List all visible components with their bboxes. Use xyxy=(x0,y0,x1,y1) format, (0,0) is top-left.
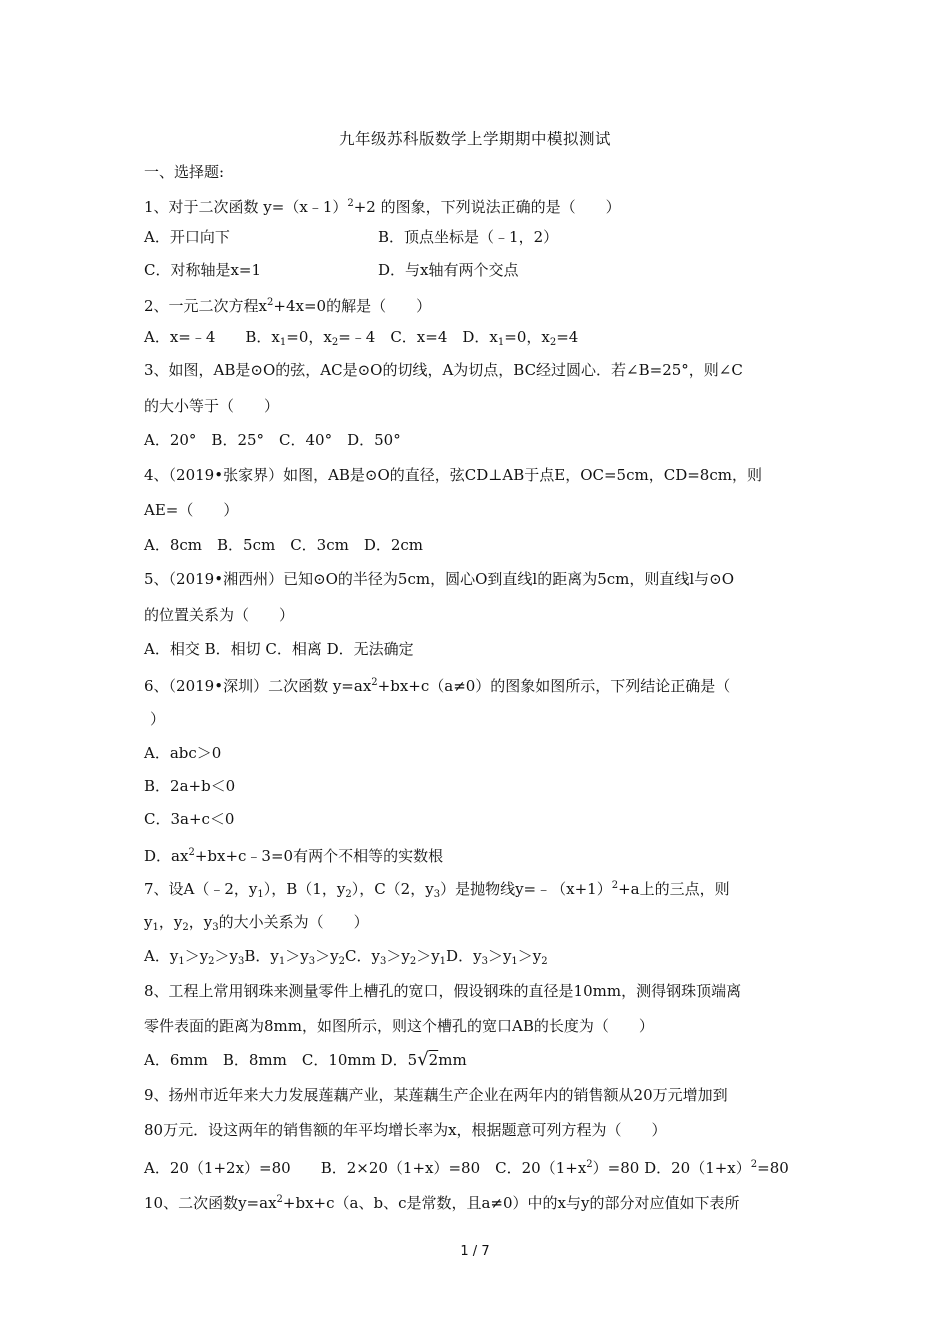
question-1-option-b: B．顶点坐标是（﹣1，2） xyxy=(378,228,559,246)
question-9-stem-line-1: 9、扬州市近年来大力发展莲藕产业，某莲藕生产企业在两年内的销售额从20万元增加到 xyxy=(144,1086,728,1104)
question-9-options: A．20（1+2x）=80 B．2×20（1+x）=80 C．$20(1+x^2)=80$ D．$20(1+x)^2=80$ xyxy=(144,1159,789,1177)
question-4-stem-line-2: AE=（ ） xyxy=(144,501,239,519)
page-title: 九年级苏科版数学上学期期中模拟测试 xyxy=(338,130,611,148)
question-1-option-c: C．对称轴是x=1 xyxy=(144,261,262,279)
question-8-options: A．6mm B．8mm C．10mm D．5√2mm xyxy=(144,1049,467,1070)
question-6-option-d: D．$ax^2+bx+c﹣3=0$有两个不相等的实数根 xyxy=(144,847,444,865)
question-3-options: A．20° B．25° C．40° D．50° xyxy=(144,431,401,449)
square-root-symbol: √ xyxy=(417,1049,429,1070)
question-5-stem-line-1: 5、（2019•湘西州）已知⊙O的半径为5cm，圆心O到直线l的距离为5cm，则直线l与⊙O xyxy=(144,570,735,588)
question-6-stem-line-2: ） xyxy=(150,710,166,728)
question-7-options: A．$y_1>y_2>y_3B$．$y_1>y_3>y_2C$．$y_3>y_2>y_1D$．$y_3>y_1>y_2$ xyxy=(144,947,548,967)
question-4-stem-line-1: 4、（2019•张家界）如图，AB是⊙O的直径，弦CD⊥AB于点E，OC=5cm，CD=8cm，则 xyxy=(144,466,762,484)
question-5-options: A．相交 B．相切 C．相离 D．无法确定 xyxy=(144,640,414,658)
question-1-option-d: D．与x轴有两个交点 xyxy=(378,261,519,279)
question-5-stem-line-2: 的位置关系为（ ） xyxy=(144,606,295,624)
question-6-stem: 6、（2019•深圳）二次函数 $y=ax^2+bx+c(a\ne 0)$的图象如图所示，下列结论正确是（ xyxy=(144,677,731,695)
question-1-option-a: A．开口向下 xyxy=(144,228,230,246)
question-2-options: A．x=﹣4 B．$x_1=0$，$x_2=﹣4$ C．x=4 D．$x_1=0$，$x_2=4$ xyxy=(144,328,579,348)
question-6-option-c: C．3a+c＜0 xyxy=(144,810,235,828)
question-8-stem-line-1: 8、工程上常用钢珠来测量零件上槽孔的宽口，假设钢珠的直径是10mm，测得钢珠顶端离 xyxy=(144,982,742,1000)
question-3-stem-line-1: 3、如图，AB是⊙O的弦，AC是⊙O的切线，A为切点，BC经过圆心．若∠B=25°，则∠C xyxy=(144,361,743,379)
question-10-stem: 10、二次函数$y=ax^2+bx+c(a$、b、c是常数，且a≠0）中的x与y的部分对应值如下表所 xyxy=(144,1194,740,1212)
question-4-options: A．8cm B．5cm C．3cm D．2cm xyxy=(144,536,424,554)
question-1-stem: 1、对于二次函数 y=（x﹣1）$^2$+2 的图象，下列说法正确的是（ ） xyxy=(144,198,621,216)
question-2-stem: 2、一元二次方程$x^2+4x=0$的解是（ ） xyxy=(144,297,432,315)
question-7-stem: 7、设A（﹣2，$y_1$），B（1，$y_2$），C（2，$y_3$）是抛物线$y=﹣(x+1)^2+a$上的三点，则 xyxy=(144,880,730,900)
question-7-stem-line-2: $y_1$，$y_2$，$y_3$的大小关系为（ ） xyxy=(144,913,369,933)
question-9-stem-line-2: 80万元．设这两年的销售额的年平均增长率为x，根据题意可列方程为（ ） xyxy=(144,1121,667,1139)
section-heading: 一、选择题: xyxy=(144,163,225,181)
question-6-option-a: A．abc＞0 xyxy=(144,744,222,762)
question-3-stem-line-2: 的大小等于（ ） xyxy=(144,397,280,415)
question-8-stem-line-2: 零件表面的距离为8mm，如图所示，则这个槽孔的宽口AB的长度为（ ） xyxy=(144,1017,654,1035)
question-6-option-b: B．2a+b＜0 xyxy=(144,777,236,795)
page-number: 1 / 7 xyxy=(460,1244,490,1259)
